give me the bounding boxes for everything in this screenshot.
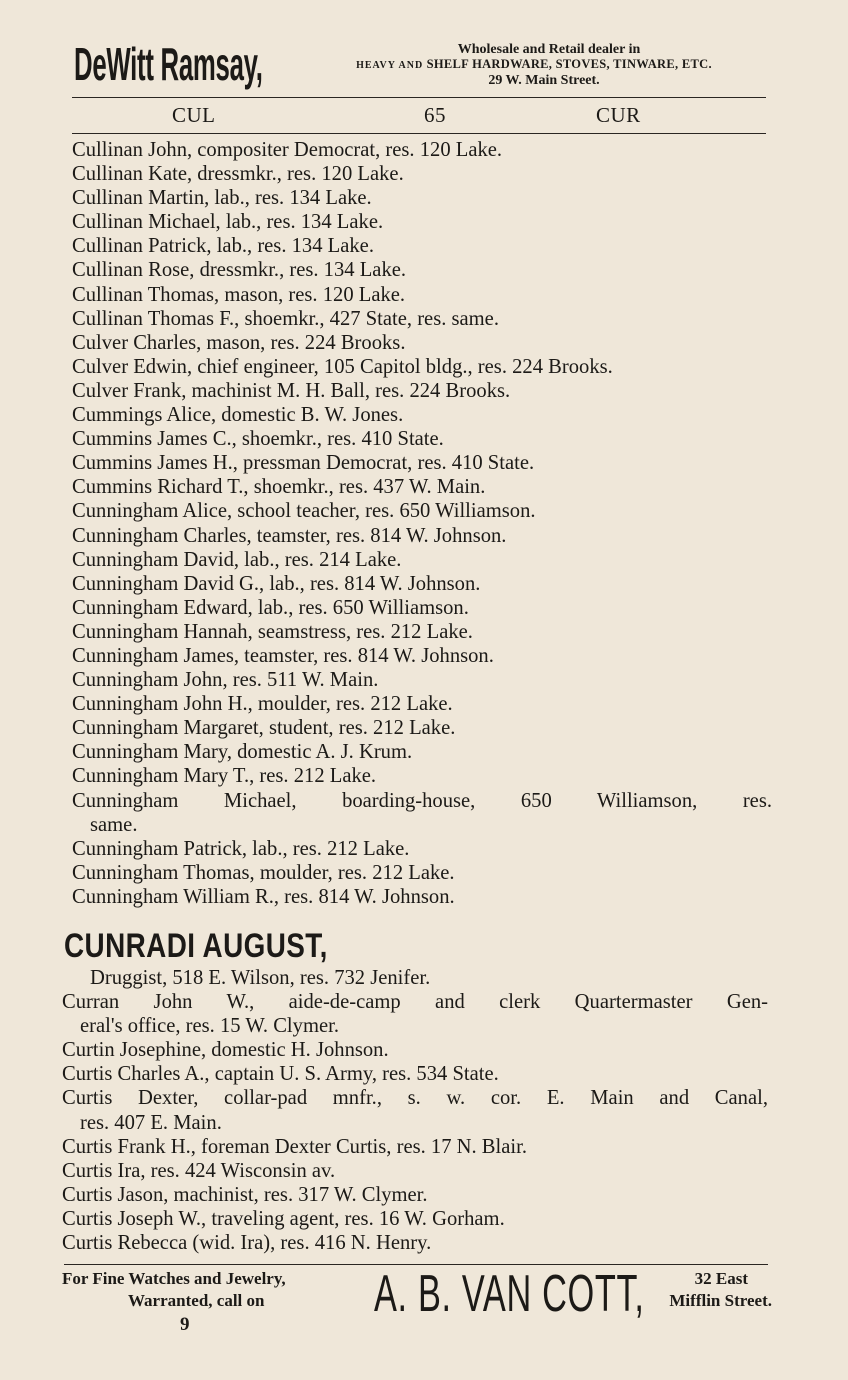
list-item: Curtis Jason, machinist, res. 317 W. Clymer. <box>62 1183 428 1206</box>
list-item <box>62 1086 768 1134</box>
list-item: Curtis Charles A., captain U. S. Army, res. 534 State. <box>62 1063 499 1086</box>
list-item: Cunningham James, teamster, res. 814 W. Johnson. <box>72 644 494 667</box>
list-item: Cullinan John, compositer Democrat, res. 120 Lake. <box>72 139 503 161</box>
advert-heading: CUNRADI AUGUST, <box>64 927 328 965</box>
header-ad-line-2 <box>284 57 784 73</box>
list-item: Cunningham William R., res. 814 W. Johnson. <box>72 885 455 908</box>
list-item: Cummings Alice, domestic B. W. Jones. <box>72 404 404 427</box>
directory-entries-continued <box>62 966 768 1255</box>
footer-ad-right-line-1: 32 East <box>694 1269 748 1288</box>
entry-continuation: same. <box>90 813 138 836</box>
list-item: Curtis Frank H., foreman Dexter Curtis, res. 17 N. Blair. <box>62 1135 527 1158</box>
list-item: Cunningham Patrick, lab., res. 212 Lake. <box>72 837 410 860</box>
footer-ad-right <box>669 1268 772 1312</box>
list-item: Cullinan Rose, dressmkr., res. 134 Lake. <box>72 259 407 282</box>
list-item: Cunningham Margaret, student, res. 212 Lake. <box>72 717 456 740</box>
directory-entries <box>72 138 772 909</box>
header-ad-text <box>284 42 784 88</box>
list-item: Curtin Josephine, domestic H. Johnson. <box>62 1039 389 1062</box>
list-item: Cunningham Thomas, moulder, res. 212 Lake. <box>72 861 455 884</box>
list-item: Cunningham Hannah, seamstress, res. 212 Lake. <box>72 620 473 643</box>
footer-advertisement <box>62 1266 774 1336</box>
header-ad-line-1: Wholesale and Retail dealer in <box>457 42 641 57</box>
header-rule <box>72 97 766 98</box>
list-item <box>62 990 768 1038</box>
list-item: Cullinan Thomas, mason, res. 120 Lake. <box>72 283 406 306</box>
list-item: Cunningham John, res. 511 W. Main. <box>72 669 379 692</box>
list-item: Cummins James H., pressman Democrat, res. 410 State. <box>72 452 535 475</box>
footer-ad-left-line-1: For Fine Watches and Jewelry, <box>62 1269 286 1288</box>
footer-ad-left-line-2: Warranted, call on <box>128 1291 265 1310</box>
header-ad-address: 29 W. Main Street. <box>488 73 600 88</box>
list-item: Cunningham John H., moulder, res. 212 Lake. <box>72 693 453 716</box>
advert-detail: Druggist, 518 E. Wilson, res. 732 Jenifer. <box>90 967 431 989</box>
signature-mark: 9 <box>180 1314 190 1335</box>
list-item: Cunningham Mary, domestic A. J. Krum. <box>72 741 413 764</box>
footer-ad-left <box>62 1268 286 1312</box>
entry-line: Cunningham Michael, boarding-house, 650 Williamson, res. <box>72 789 772 812</box>
list-item: Cunningham Edward, lab., res. 650 Williamson. <box>72 596 469 619</box>
running-head-left: CUL <box>172 103 216 127</box>
list-item: Cullinan Kate, dressmkr., res. 120 Lake. <box>72 163 404 186</box>
list-item: Culver Frank, machinist M. H. Ball, res. 224 Brooks. <box>72 379 511 402</box>
list-item <box>72 789 772 837</box>
entry-line: Curran John W., aide-de-camp and clerk Quartermaster Gen- <box>62 991 768 1014</box>
list-item: Cunningham David, lab., res. 214 Lake. <box>72 548 402 571</box>
list-item: Cullinan Patrick, lab., res. 134 Lake. <box>72 235 374 258</box>
entry-continuation: eral's office, res. 15 W. Clymer. <box>80 1015 339 1038</box>
page-number: 65 <box>424 103 446 127</box>
footer-brand-name: A. B. VAN COTT, <box>374 1265 645 1323</box>
running-head-rule <box>72 133 766 134</box>
header-ad-line-2-prefix: HEAVY AND <box>356 60 424 71</box>
list-item: Curtis Joseph W., traveling agent, res. 16 W. Gorham. <box>62 1207 505 1230</box>
footer-ad-right-line-2: Mifflin Street. <box>669 1291 772 1310</box>
list-item: Culver Edwin, chief engineer, 105 Capitol bldg., res. 224 Brooks. <box>72 355 613 378</box>
list-item: Culver Charles, mason, res. 224 Brooks. <box>72 331 406 354</box>
list-item: Cunningham Charles, teamster, res. 814 W. Johnson. <box>72 524 507 547</box>
list-item: Cummins James C., shoemkr., res. 410 State. <box>72 428 444 451</box>
list-item: Cummins Richard T., shoemkr., res. 437 W. Main. <box>72 476 486 499</box>
list-item: Cullinan Michael, lab., res. 134 Lake. <box>72 211 384 234</box>
list-item: Cunningham Mary T., res. 212 Lake. <box>72 765 377 788</box>
list-item: Cullinan Martin, lab., res. 134 Lake. <box>72 187 372 210</box>
list-item: Cullinan Thomas F., shoemkr., 427 State, res. same. <box>72 307 499 330</box>
list-item: Curtis Ira, res. 424 Wisconsin av. <box>62 1159 336 1182</box>
entry-line: Curtis Dexter, collar-pad mnfr., s. w. cor. E. Main and Canal, <box>62 1087 768 1110</box>
list-item: Cunningham Alice, school teacher, res. 650 Williamson. <box>72 500 536 523</box>
advertiser-name: DeWitt Ramsay, <box>74 38 263 90</box>
list-item: Cunningham David G., lab., res. 814 W. Johnson. <box>72 572 481 595</box>
header-ad-line-2-main: SHELF HARDWARE, STOVES, TINWARE, ETC. <box>426 57 712 71</box>
header-advertisement <box>62 40 774 92</box>
entry-continuation: res. 407 E. Main. <box>80 1111 222 1134</box>
running-head-right: CUR <box>596 103 641 127</box>
list-item: Curtis Rebecca (wid. Ira), res. 416 N. Henry. <box>62 1232 432 1255</box>
